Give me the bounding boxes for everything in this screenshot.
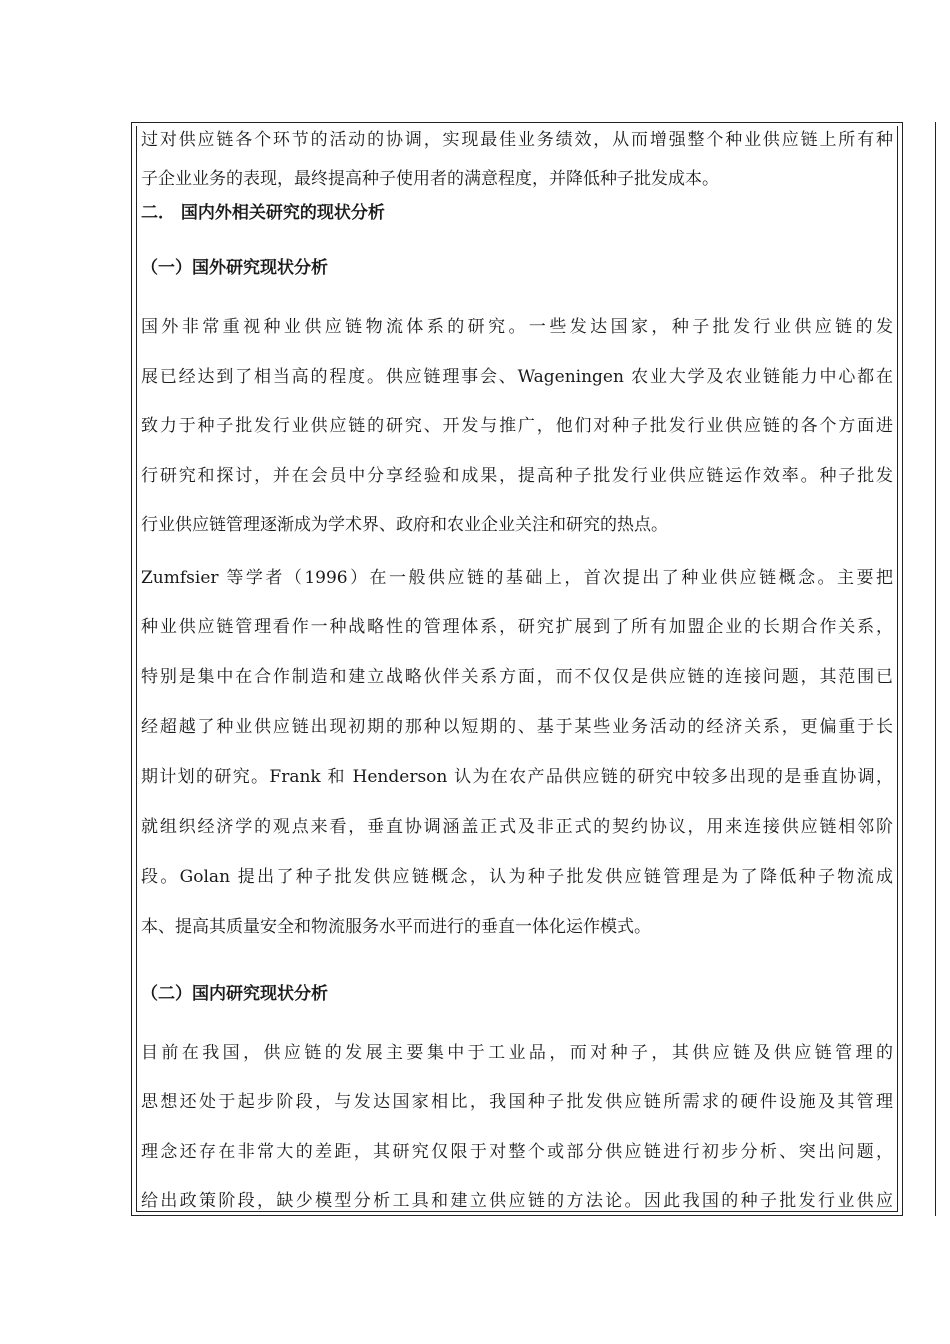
paragraph-line: 种业供应链管理看作一种战略性的管理体系，研究扩展到了所有加盟企业的长期合作关系， [141, 617, 893, 637]
paragraph-line: 思想还处于起步阶段，与发达国家相比，我国种子批发供应链所需求的硬件设施及其管理 [141, 1092, 893, 1112]
paragraph-line: 展已经达到了相当高的程度。供应链理事会、Wageningen 农业大学及农业链能力中心都在 [141, 367, 893, 387]
paragraph-line: 理念还存在非常大的差距，其研究仅限于对整个或部分供应链进行初步分析、突出问题， [141, 1142, 893, 1162]
paragraph-line: 段。Golan 提出了种子批发供应链概念，认为种子批发供应链管理是为了降低种子物流成 [141, 867, 893, 887]
intro-line: 子企业业务的表现，最终提高种子使用者的满意程度，并降低种子批发成本。 [141, 169, 719, 189]
paragraph-line: 行业供应链管理逐渐成为学术界、政府和农业企业关注和研究的热点。 [141, 515, 668, 535]
paragraph-line: 给出政策阶段，缺少模型分析工具和建立供应链的方法论。因此我国的种子批发行业供应 [141, 1191, 893, 1211]
paragraph-line: Zumfsier 等学者（1996）在一般供应链的基础上，首次提出了种业供应链概念。主要把 [141, 568, 893, 588]
subsection-title-foreign: （一）国外研究现状分析 [141, 258, 328, 278]
paragraph-line: 目前在我国，供应链的发展主要集中于工业品，而对种子，其供应链及供应链管理的 [141, 1043, 893, 1063]
paragraph-line: 国外非常重视种业供应链物流体系的研究。一些发达国家，种子批发行业供应链的发 [141, 317, 893, 337]
paragraph-line: 特别是集中在合作制造和建立战略伙伴关系方面，而不仅仅是供应链的连接问题，其范围已 [141, 667, 893, 687]
intro-line: 过对供应链各个环节的活动的协调，实现最佳业务绩效，从而增强整个种业供应链上所有种 [141, 130, 893, 150]
paragraph-line: 经超越了种业供应链出现初期的那种以短期的、基于某些业务活动的经济关系，更偏重于长 [141, 717, 893, 737]
paragraph-line: 致力于种子批发行业供应链的研究、开发与推广，他们对种子批发行业供应链的各个方面进 [141, 416, 893, 436]
section-title: 二． 国内外相关研究的现状分析 [141, 203, 385, 223]
paragraph-line: 期计划的研究。Frank 和 Henderson 认为在农产品供应链的研究中较多出现的是垂直协调， [141, 767, 893, 787]
paragraph-line: 就组织经济学的观点来看，垂直协调涵盖正式及非正式的契约协议，用来连接供应链相邻阶 [141, 817, 893, 837]
paragraph-line: 本、提高其质量安全和物流服务水平而进行的垂直一体化运作模式。 [141, 917, 651, 937]
right-edge-rule [935, 122, 936, 1216]
subsection-title-domestic: （二）国内研究现状分析 [141, 984, 328, 1004]
paragraph-line: 行研究和探讨，并在会员中分享经验和成果，提高种子批发行业供应链运作效率。种子批发 [141, 466, 893, 486]
